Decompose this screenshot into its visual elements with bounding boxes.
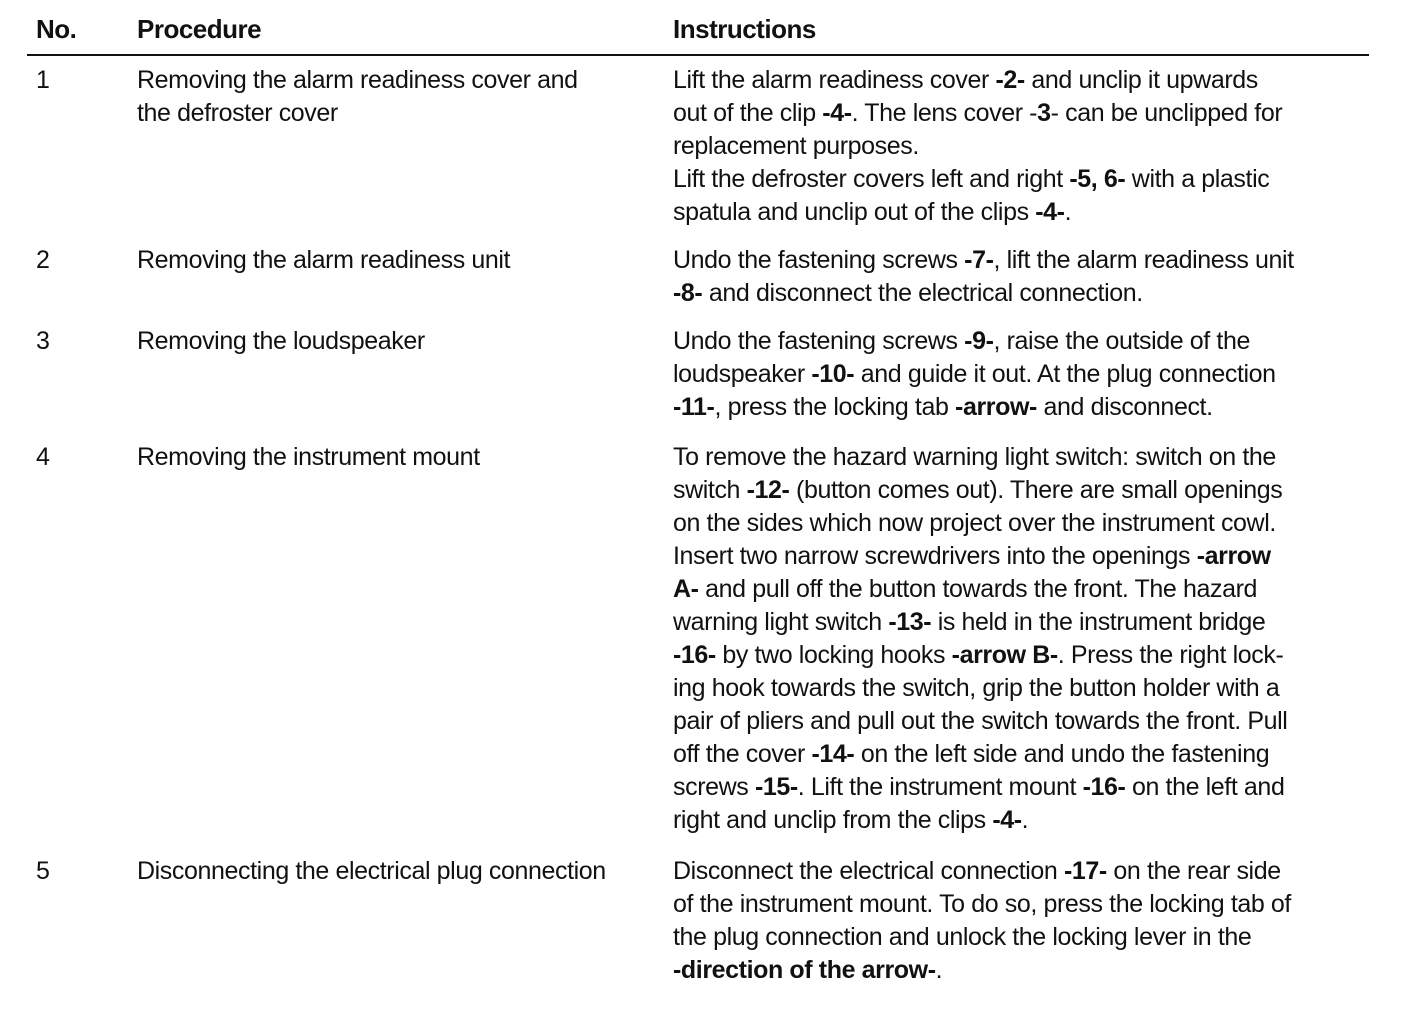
instruction-text: warning light switch	[673, 608, 889, 636]
instruction-text: of the instrument mount. To do so, press the locking tab of	[673, 890, 1291, 918]
instruction-text: and disconnect.	[1036, 393, 1213, 421]
instruction-text: . Press the right lock-	[1057, 641, 1284, 669]
instruction-text: , lift the alarm readiness unit	[993, 246, 1294, 274]
row-instructions	[673, 441, 1373, 837]
instruction-text: with a plastic	[1125, 165, 1270, 193]
part-reference: -12-	[746, 476, 790, 504]
instruction-text: - can be unclipped for	[1050, 99, 1283, 127]
instruction-line	[673, 639, 1373, 672]
instruction-line	[673, 573, 1373, 606]
instruction-text: and pull off the button towards the front. The hazard	[698, 575, 1258, 603]
instruction-text: screws	[673, 773, 755, 801]
row-instructions	[673, 244, 1373, 310]
instruction-text: replacement purposes.	[673, 132, 919, 160]
instruction-text: Undo the fastening screws	[673, 246, 965, 274]
instruction-line	[673, 705, 1373, 738]
procedure-line: Removing the alarm readiness unit	[137, 246, 511, 274]
row-instructions	[673, 64, 1373, 229]
row-procedure	[137, 244, 657, 277]
procedure-line: Removing the loudspeaker	[137, 327, 425, 355]
instruction-line	[673, 804, 1373, 837]
part-reference: -9-	[964, 327, 994, 355]
part-reference: -8-	[673, 279, 703, 307]
part-reference: A-	[673, 575, 699, 603]
row-number: 2	[36, 246, 50, 274]
instruction-text: off the cover	[673, 740, 812, 768]
instruction-text: the plug connection and unlock the locking lever in the	[673, 923, 1252, 951]
instruction-text: right and unclip from the clips	[673, 806, 993, 834]
instruction-line	[673, 358, 1373, 391]
part-reference: -15-	[754, 773, 798, 801]
instruction-line	[673, 64, 1373, 97]
instruction-text: Insert two narrow screwdrivers into the openings	[673, 542, 1197, 570]
part-reference: -4-	[992, 806, 1022, 834]
instruction-line	[673, 441, 1373, 474]
instruction-line	[673, 888, 1373, 921]
instruction-text: spatula and unclip out of the clips	[673, 198, 1036, 226]
header-no: No.	[36, 14, 77, 44]
procedure-line: Disconnecting the electrical plug connection	[137, 857, 606, 885]
part-reference: -10-	[811, 360, 855, 388]
instruction-line	[673, 771, 1373, 804]
instruction-text: .	[935, 956, 943, 984]
instruction-line	[673, 244, 1373, 277]
part-reference: -2-	[995, 66, 1025, 94]
instruction-text: loudspeaker	[673, 360, 812, 388]
part-reference: -13-	[888, 608, 932, 636]
part-reference: -14-	[811, 740, 855, 768]
instruction-text: , raise the outside of the	[993, 327, 1250, 355]
instruction-text: by two locking hooks	[715, 641, 952, 669]
instruction-line	[673, 277, 1373, 310]
instruction-line	[673, 196, 1373, 229]
part-reference: -arrow B-	[951, 641, 1058, 669]
instruction-text: Lift the defroster covers left and right	[673, 165, 1070, 193]
instruction-text: and disconnect the electrical connection.	[702, 279, 1143, 307]
instruction-text: , press the locking tab	[714, 393, 956, 421]
instruction-text: Undo the fastening screws	[673, 327, 965, 355]
header-procedure: Procedure	[137, 14, 262, 44]
instruction-line	[673, 921, 1373, 954]
part-reference: -4-	[822, 99, 852, 127]
row-number: 5	[36, 857, 50, 885]
instruction-text: Disconnect the electrical connection	[673, 857, 1064, 885]
part-reference: -arrow	[1196, 542, 1271, 570]
procedure-line: the defroster cover	[137, 99, 338, 127]
instruction-text: on the sides which now project over the instrument cowl.	[673, 509, 1276, 537]
instruction-line	[673, 954, 1373, 987]
row-number: 4	[36, 443, 50, 471]
instruction-line	[673, 507, 1373, 540]
instruction-text: out of the clip	[673, 99, 823, 127]
instruction-text: ing hook towards the switch, grip the button holder with a	[673, 674, 1280, 702]
part-reference: -arrow-	[955, 393, 1037, 421]
part-reference: 3	[1037, 99, 1051, 127]
procedure-line: Removing the alarm readiness cover and	[137, 66, 578, 94]
row-instructions	[673, 855, 1373, 987]
row-procedure	[137, 64, 657, 130]
part-reference: -4-	[1035, 198, 1065, 226]
row-procedure	[137, 441, 657, 474]
part-reference: -7-	[964, 246, 994, 274]
instruction-text: . Lift the instrument mount	[797, 773, 1083, 801]
instruction-text: . The lens cover -	[851, 99, 1038, 127]
header-instructions: Instructions	[673, 14, 816, 44]
instruction-line	[673, 325, 1373, 358]
table-header	[0, 14, 1408, 54]
instruction-text: on the rear side	[1106, 857, 1281, 885]
part-reference: -16-	[1082, 773, 1126, 801]
header-rule	[27, 54, 1369, 56]
part-reference: -17-	[1063, 857, 1107, 885]
instruction-line	[673, 855, 1373, 888]
row-number: 1	[36, 66, 50, 94]
row-procedure	[137, 855, 657, 888]
part-reference: -16-	[673, 641, 716, 669]
instruction-line	[673, 163, 1373, 196]
instruction-text: .	[1064, 198, 1072, 226]
instruction-text: and guide it out. At the plug connection	[854, 360, 1276, 388]
instruction-line	[673, 391, 1373, 424]
instruction-text: switch	[673, 476, 747, 504]
instruction-text: Lift the alarm readiness cover	[673, 66, 996, 94]
instruction-line	[673, 672, 1373, 705]
instruction-line	[673, 540, 1373, 573]
row-procedure	[137, 325, 657, 358]
instruction-text: on the left side and undo the fastening	[854, 740, 1270, 768]
procedure-line: Removing the instrument mount	[137, 443, 480, 471]
instruction-text: .	[1021, 806, 1029, 834]
instruction-line	[673, 130, 1373, 163]
instruction-text: (button comes out). There are small openings	[789, 476, 1283, 504]
instruction-line	[673, 738, 1373, 771]
row-instructions	[673, 325, 1373, 424]
part-reference: -direction of the arrow-	[673, 956, 936, 984]
row-number: 3	[36, 327, 50, 355]
instruction-text: pair of pliers and pull out the switch towards the front. Pull	[673, 707, 1288, 735]
instruction-text: is held in the instrument bridge	[931, 608, 1266, 636]
part-reference: -5, 6-	[1069, 165, 1126, 193]
instruction-text: and unclip it upwards	[1024, 66, 1258, 94]
instruction-text: To remove the hazard warning light switch: switch on the	[673, 443, 1276, 471]
instruction-line	[673, 606, 1373, 639]
part-reference: -11-	[673, 393, 715, 421]
instruction-line	[673, 474, 1373, 507]
instruction-text: on the left and	[1125, 773, 1285, 801]
instruction-line	[673, 97, 1373, 130]
